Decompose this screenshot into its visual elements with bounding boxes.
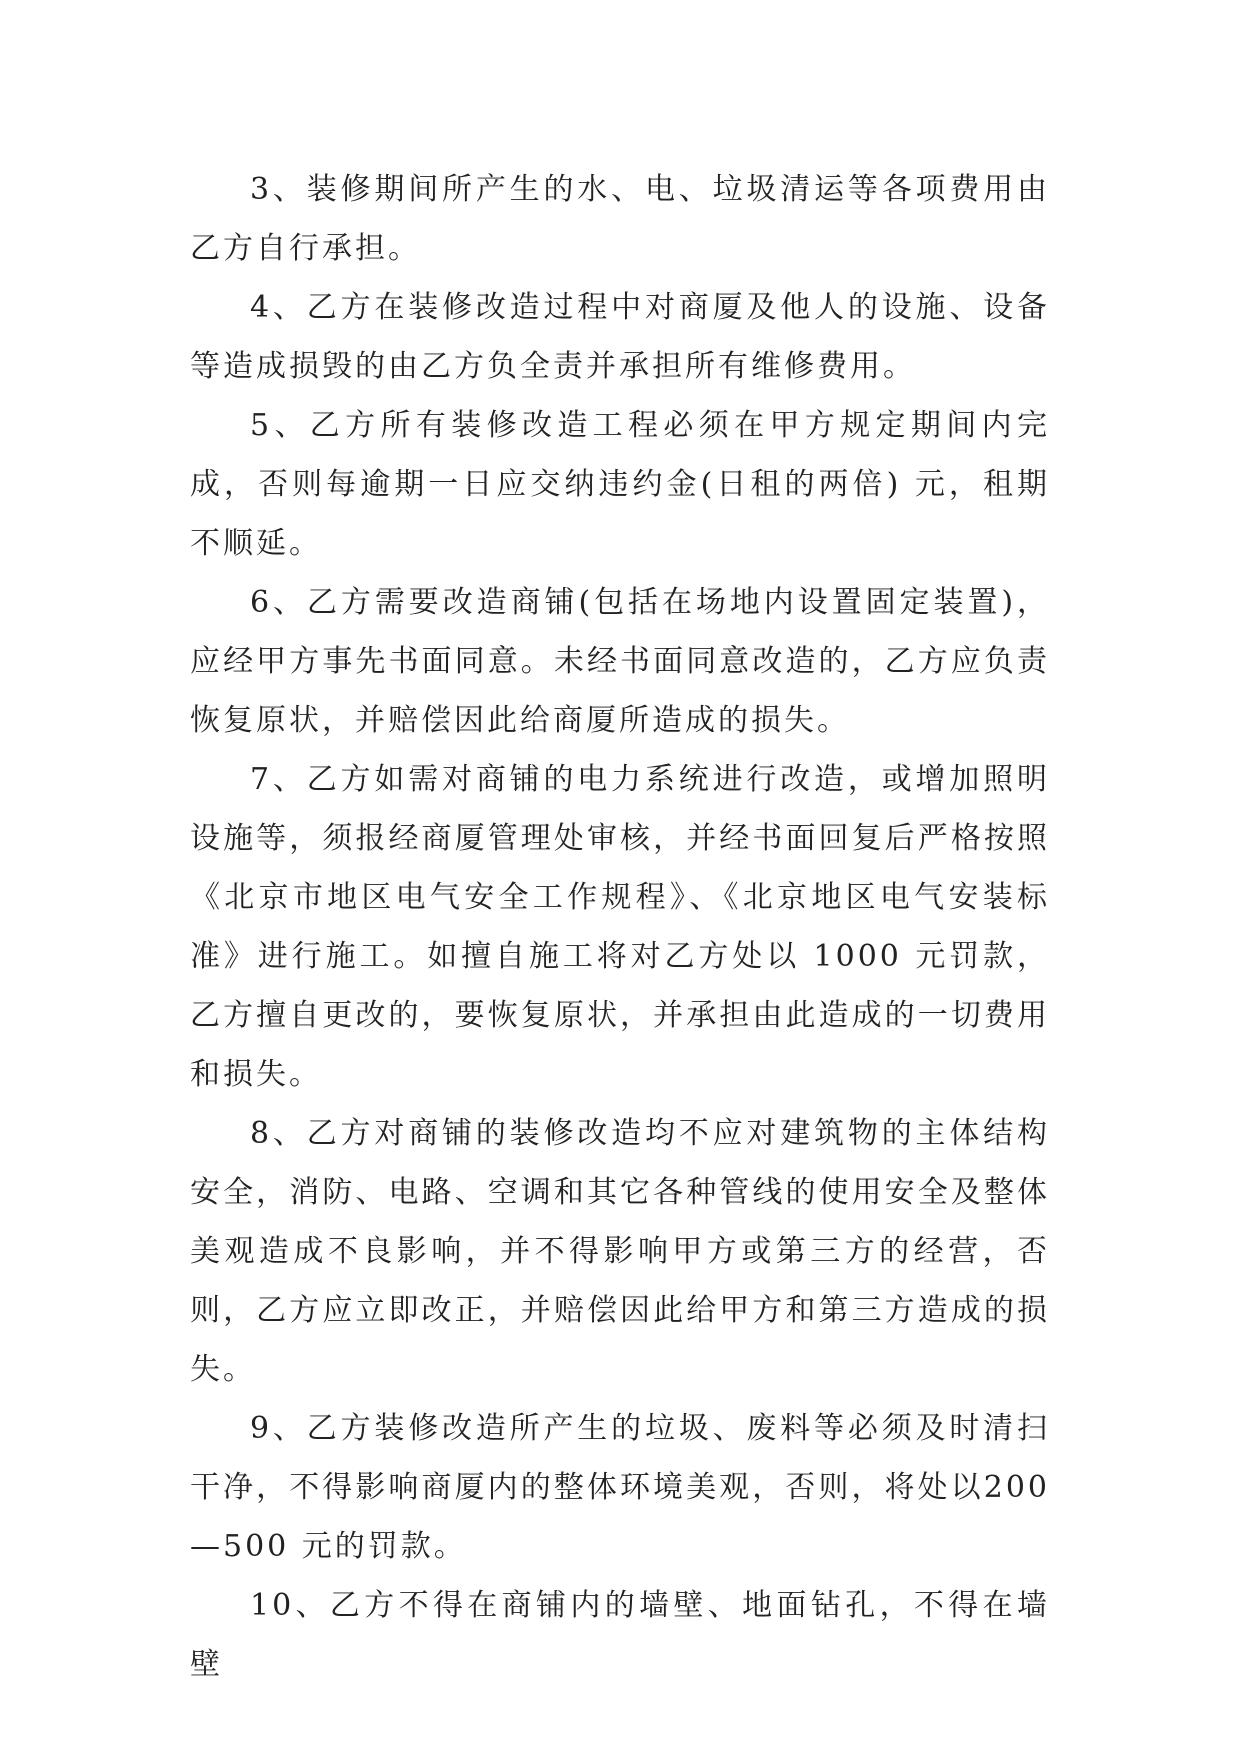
document-body xyxy=(190,160,1050,1694)
clause-9-paragraph: 9、乙方装修改造所产生的垃圾、废料等必须及时清扫干净，不得影响商厦内的整体环境美观，否则，将处以200—500 元的罚款。 xyxy=(190,1411,1050,1564)
clause-3-paragraph: 3、装修期间所产生的水、电、垃圾清运等各项费用由乙方自行承担。 xyxy=(190,172,1050,266)
clause-10-paragraph: 10、乙方不得在商铺内的墙壁、地面钻孔，不得在墙壁 xyxy=(190,1588,1050,1682)
clause-6-paragraph: 6、乙方需要改造商铺(包括在场地内设置固定装置)，应经甲方事先书面同意。未经书面同意改造的，乙方应负责恢复原状，并赔偿因此给商厦所造成的损失。 xyxy=(190,585,1050,738)
clause-8-paragraph: 8、乙方对商铺的装修改造均不应对建筑物的主体结构安全，消防、电路、空调和其它各种管线的使用安全及整体美观造成不良影响，并不得影响甲方或第三方的经营，否则，乙方应立即改正，并赔偿因此给甲方和第三方造成的损失。 xyxy=(190,1116,1050,1387)
clause-5-paragraph: 5、乙方所有装修改造工程必须在甲方规定期间内完成，否则每逾期一日应交纳违约金(日租的两倍) 元，租期不顺延。 xyxy=(190,408,1050,561)
clause-4-paragraph: 4、乙方在装修改造过程中对商厦及他人的设施、设备等造成损毁的由乙方负全责并承担所有维修费用。 xyxy=(190,290,1050,384)
clause-7-paragraph: 7、乙方如需对商铺的电力系统进行改造，或增加照明设施等，须报经商厦管理处审核，并经书面回复后严格按照《北京市地区电气安全工作规程》、《北京地区电气安装标准》进行施工。如擅自施工将对乙方处以 1000 元罚款，乙方擅自更改的，要恢复原状，并承担由此造成的一切费用和损失。 xyxy=(190,762,1050,1092)
